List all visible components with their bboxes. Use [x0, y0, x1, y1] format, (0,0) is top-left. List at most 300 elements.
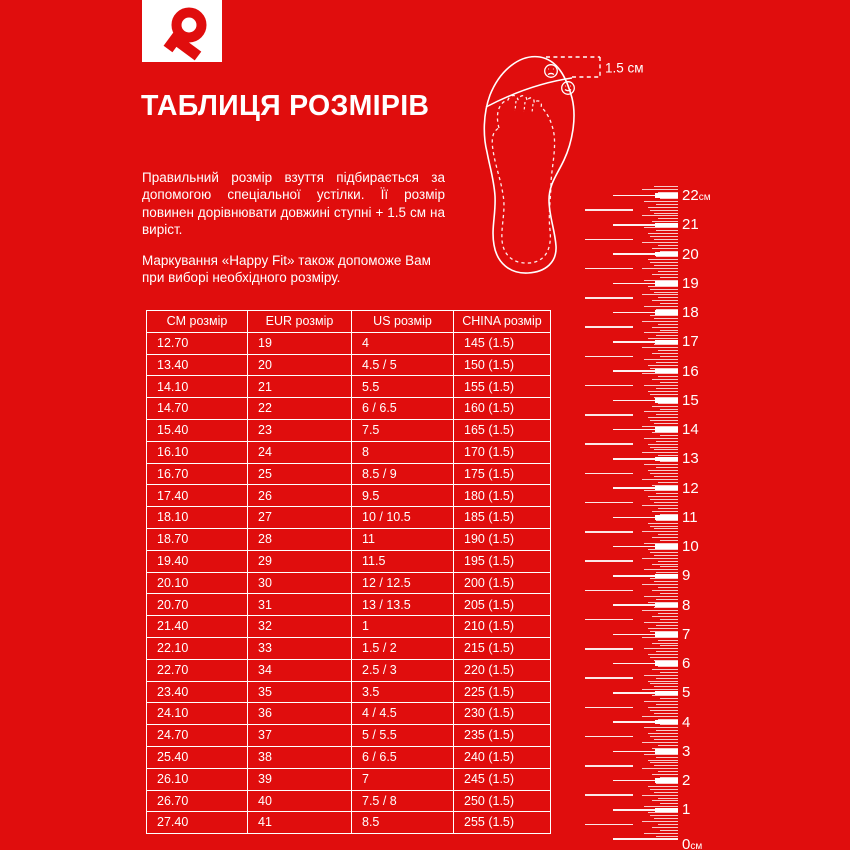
- ruler-tick: [642, 505, 678, 506]
- table-cell: 30: [248, 572, 352, 594]
- fit-line: [486, 78, 572, 107]
- ruler-tick: [654, 476, 678, 477]
- ruler-tick: [585, 443, 633, 444]
- ruler-tick: [654, 818, 678, 819]
- ruler-tick: [644, 201, 678, 202]
- table-row: [147, 485, 551, 507]
- ruler-tick: [652, 248, 678, 249]
- column-header: EUR розмір: [248, 311, 352, 333]
- table-cell: 10 / 10.5: [352, 507, 454, 529]
- ruler-tick: [658, 376, 678, 377]
- ruler-tick: [648, 549, 678, 550]
- ruler-tick: [658, 482, 678, 483]
- table-row: [147, 812, 551, 834]
- ruler-tick: [644, 332, 678, 333]
- ruler-tick: [650, 447, 678, 448]
- table-cell: 1: [352, 616, 454, 638]
- table-cell: 160 (1.5): [454, 398, 551, 420]
- ruler-tick: [644, 754, 678, 755]
- table-cell: 240 (1.5): [454, 746, 551, 768]
- ruler-tick: [644, 464, 678, 465]
- ruler-tick: [652, 590, 678, 591]
- ruler-tick: [642, 742, 678, 743]
- ruler-tick: [585, 765, 633, 766]
- table-cell: 40: [248, 790, 352, 812]
- ruler-tick: [648, 654, 678, 655]
- ruler-tick: [656, 836, 678, 837]
- ruler-label: 11: [682, 508, 698, 526]
- ruler-tick: [644, 648, 678, 649]
- ruler-tick: [656, 599, 678, 600]
- table-cell: 235 (1.5): [454, 725, 551, 747]
- ruler-tick: [648, 391, 678, 392]
- ruler-tick: [644, 543, 678, 544]
- ruler-label: 12: [682, 479, 699, 497]
- table-cell: 6 / 6.5: [352, 398, 454, 420]
- ruler-tick: [654, 713, 678, 714]
- ruler-tick: [652, 564, 678, 565]
- page-title: ТАБЛИЦЯ РОЗМІРІВ: [141, 90, 430, 122]
- intro-paragraph-2: Маркування «Happy Fit» також допоможе Вам при виборі необхідного розміру.: [142, 252, 431, 286]
- ruler-tick: [654, 528, 678, 529]
- ruler-tick: [658, 613, 678, 614]
- ruler-tick: [660, 330, 678, 331]
- ruler-tick: [660, 382, 678, 383]
- table-cell: 18.10: [147, 507, 248, 529]
- table-cell: 2.5 / 3: [352, 659, 454, 681]
- ruler-tick: [656, 651, 678, 652]
- ruler-tick: [658, 350, 678, 351]
- ruler-tick: [585, 824, 633, 825]
- table-cell: 22.70: [147, 659, 248, 681]
- ruler-tick: [652, 774, 678, 775]
- ruler-tick: [648, 760, 678, 761]
- ruler-tick: [585, 531, 633, 532]
- table-cell: 150 (1.5): [454, 354, 551, 376]
- ruler-label: 7: [682, 625, 691, 643]
- ruler-tick: [644, 727, 678, 728]
- table-cell: 11.5: [352, 550, 454, 572]
- table-cell: 13.40: [147, 354, 248, 376]
- ruler-tick: [650, 657, 678, 658]
- table-cell: 16.70: [147, 463, 248, 485]
- table-row: [147, 332, 551, 354]
- ruler-tick: [656, 230, 678, 231]
- ruler-tick: [656, 414, 678, 415]
- table-cell: 1.5 / 2: [352, 637, 454, 659]
- ruler-tick: [654, 607, 678, 608]
- ruler-tick: [658, 587, 678, 588]
- ruler-tick: [658, 745, 678, 746]
- table-cell: 170 (1.5): [454, 441, 551, 463]
- ruler-tick: [648, 602, 678, 603]
- ruler-tick: [658, 719, 678, 720]
- reima-r-icon: [142, 0, 222, 62]
- ruler-tick: [585, 209, 633, 210]
- size-table-header: [147, 311, 551, 333]
- ruler-tick: [658, 771, 678, 772]
- table-cell: 180 (1.5): [454, 485, 551, 507]
- ruler-tick: [585, 794, 633, 795]
- measurement-label: 1.5 см: [605, 60, 644, 76]
- ruler-tick: [654, 686, 678, 687]
- table-cell: 4.5 / 5: [352, 354, 454, 376]
- table-cell: 5.5: [352, 376, 454, 398]
- table-cell: 7.5: [352, 419, 454, 441]
- ruler-tick: [654, 555, 678, 556]
- ruler-tick: [650, 210, 678, 211]
- ruler-tick: [642, 452, 678, 453]
- table-cell: 185 (1.5): [454, 507, 551, 529]
- ruler-tick: [658, 324, 678, 325]
- ruler-tick: [648, 470, 678, 471]
- ruler-label: 1: [682, 801, 691, 819]
- ruler-tick: [652, 406, 678, 407]
- table-cell: 225 (1.5): [454, 681, 551, 703]
- ruler-tick: [656, 362, 678, 363]
- ruler-label: 18: [682, 304, 699, 321]
- table-row: [147, 746, 551, 768]
- ruler-tick: [660, 672, 678, 673]
- table-cell: 9.5: [352, 485, 454, 507]
- ruler-tick: [660, 251, 678, 252]
- table-header-row: [147, 311, 551, 333]
- ruler-label: 2: [682, 772, 691, 789]
- ruler-tick: [644, 490, 678, 491]
- ruler-tick: [652, 300, 678, 301]
- ruler-tick: [650, 578, 678, 579]
- table-cell: 165 (1.5): [454, 419, 551, 441]
- ruler-tick: [585, 619, 633, 620]
- ruler-tick: [642, 689, 678, 690]
- ruler-tick: [656, 441, 678, 442]
- table-cell: 37: [248, 725, 352, 747]
- ruler-tick: [654, 449, 678, 450]
- ruler-tick: [658, 561, 678, 562]
- table-row: [147, 419, 551, 441]
- ruler-label: 0см: [682, 835, 703, 850]
- table-row: [147, 572, 551, 594]
- ruler-tick: [644, 701, 678, 702]
- ruler-tick: [654, 213, 678, 214]
- table-row: [147, 725, 551, 747]
- table-cell: 29: [248, 550, 352, 572]
- table-row: [147, 528, 551, 550]
- ruler-tick: [642, 584, 678, 585]
- ruler-tick: [648, 733, 678, 734]
- ruler-tick: [660, 356, 678, 357]
- ruler-label: 14: [682, 421, 699, 438]
- ruler-label: 4: [682, 713, 691, 731]
- ruler-tick: [654, 397, 678, 398]
- table-row: [147, 550, 551, 572]
- table-cell: 5 / 5.5: [352, 725, 454, 747]
- column-header: US розмір: [352, 311, 454, 333]
- ruler-tick: [658, 271, 678, 272]
- ruler-tick: [656, 388, 678, 389]
- ruler-label: 9: [682, 567, 691, 585]
- table-cell: 200 (1.5): [454, 572, 551, 594]
- table-cell: 19.40: [147, 550, 248, 572]
- ruler-tick: [658, 640, 678, 641]
- ruler-tick: [654, 502, 678, 503]
- table-row: [147, 659, 551, 681]
- ruler-tick: [644, 280, 678, 281]
- ruler-tick: [658, 798, 678, 799]
- table-cell: 32: [248, 616, 352, 638]
- ruler-tick: [652, 695, 678, 696]
- ruler-tick: [660, 830, 678, 831]
- ruler-tick: [585, 297, 633, 298]
- table-cell: 21.40: [147, 616, 248, 638]
- table-cell: 230 (1.5): [454, 703, 551, 725]
- table-cell: 3.5: [352, 681, 454, 703]
- ruler-tick: [650, 736, 678, 737]
- table-cell: 16.10: [147, 441, 248, 463]
- ruler-tick: [648, 523, 678, 524]
- ruler-tick: [658, 192, 678, 193]
- ruler-tick: [585, 560, 633, 561]
- ruler-tick: [656, 757, 678, 758]
- ruler-tick: [642, 294, 678, 295]
- table-row: [147, 703, 551, 725]
- ruler-tick: [658, 245, 678, 246]
- table-cell: 7.5 / 8: [352, 790, 454, 812]
- ruler-tick: [644, 438, 678, 439]
- ruler-tick: [585, 648, 633, 649]
- ruler-tick: [642, 558, 678, 559]
- size-table-body: [147, 332, 551, 833]
- ruler-tick: [642, 426, 678, 427]
- ruler-tick: [652, 669, 678, 670]
- ruler-tick: [642, 215, 678, 216]
- ruler-label: 15: [682, 391, 699, 409]
- table-cell: 38: [248, 746, 352, 768]
- table-cell: 27: [248, 507, 352, 529]
- table-cell: 21: [248, 376, 352, 398]
- ruler-tick: [650, 762, 678, 763]
- intro-text: [142, 169, 445, 286]
- ruler-tick: [656, 783, 678, 784]
- ruler-tick: [660, 514, 678, 515]
- table-cell: 14.10: [147, 376, 248, 398]
- ruler-tick: [658, 534, 678, 535]
- table-cell: 19: [248, 332, 352, 354]
- ruler-tick: [650, 683, 678, 684]
- ruler-tick: [585, 590, 633, 591]
- table-cell: 31: [248, 594, 352, 616]
- column-header: CHINA розмір: [454, 311, 551, 333]
- ruler-tick: [648, 681, 678, 682]
- ruler-label: 5: [682, 684, 691, 702]
- ruler-tick: [660, 277, 678, 278]
- ruler-tick: [652, 274, 678, 275]
- ruler-tick: [652, 511, 678, 512]
- ruler-tick: [656, 256, 678, 257]
- ruler-tick: [656, 520, 678, 521]
- ruler-tick: [660, 645, 678, 646]
- ruler-tick: [648, 233, 678, 234]
- table-cell: 11: [352, 528, 454, 550]
- ruler-tick: [642, 321, 678, 322]
- ruler-tick: [585, 326, 633, 327]
- ruler-tick: [652, 379, 678, 380]
- ruler-tick: [656, 730, 678, 731]
- table-cell: 220 (1.5): [454, 659, 551, 681]
- intro-paragraph-1: Правильний розмір взуття підбирається за допомогою спеціальної устілки. Її розмір повинен дорівнювати довжині ступні + 1.5 см на виріст.: [142, 170, 445, 238]
- ruler-tick: [652, 827, 678, 828]
- table-cell: 26.70: [147, 790, 248, 812]
- ruler-tick: [644, 806, 678, 807]
- ruler-tick: [650, 289, 678, 290]
- ruler-tick: [648, 365, 678, 366]
- ruler-tick: [642, 268, 678, 269]
- table-cell: 25.40: [147, 746, 248, 768]
- ruler-tick: [650, 789, 678, 790]
- ruler-tick: [642, 716, 678, 717]
- ruler-tick: [644, 306, 678, 307]
- ruler-tick: [656, 493, 678, 494]
- table-cell: 245 (1.5): [454, 768, 551, 790]
- ruler-tick: [656, 572, 678, 573]
- ruler-tick: [642, 347, 678, 348]
- ruler-tick: [585, 239, 633, 240]
- table-row: [147, 637, 551, 659]
- brand-logo: [142, 0, 222, 62]
- table-cell: 14.70: [147, 398, 248, 420]
- ruler-tick: [650, 552, 678, 553]
- ruler-tick: [658, 218, 678, 219]
- table-row: [147, 507, 551, 529]
- ruler-tick: [650, 315, 678, 316]
- ruler-tick: [642, 795, 678, 796]
- ruler-tick: [648, 338, 678, 339]
- ruler-tick: [654, 239, 678, 240]
- ruler-tick: [654, 765, 678, 766]
- ruler-tick: [585, 268, 633, 269]
- ruler-label: 19: [682, 274, 699, 292]
- ruler-tick: [642, 189, 678, 190]
- ruler-tick: [660, 593, 678, 594]
- ruler-tick: [652, 537, 678, 538]
- ruler-tick: [660, 777, 678, 778]
- ruler-tick: [656, 704, 678, 705]
- ruler-tick: [650, 394, 678, 395]
- ruler-tick: [642, 531, 678, 532]
- ruler-label: 6: [682, 655, 691, 672]
- table-cell: 8.5 / 9: [352, 463, 454, 485]
- ruler-tick: [644, 622, 678, 623]
- ruler-tick: [652, 353, 678, 354]
- table-cell: 12 / 12.5: [352, 572, 454, 594]
- ruler-tick: [648, 207, 678, 208]
- ruler-tick: [654, 581, 678, 582]
- table-cell: 17.40: [147, 485, 248, 507]
- table-cell: 41: [248, 812, 352, 834]
- table-cell: 20.70: [147, 594, 248, 616]
- table-cell: 210 (1.5): [454, 616, 551, 638]
- table-cell: 6 / 6.5: [352, 746, 454, 768]
- ruler-tick: [642, 821, 678, 822]
- table-cell: 15.40: [147, 419, 248, 441]
- ruler-tick: [656, 467, 678, 468]
- ruler-tick: [656, 625, 678, 626]
- ruler-tick: [648, 628, 678, 629]
- table-cell: 23: [248, 419, 352, 441]
- table-cell: 12.70: [147, 332, 248, 354]
- ruler-tick: [652, 643, 678, 644]
- table-cell: 22: [248, 398, 352, 420]
- ruler-tick: [585, 473, 633, 474]
- table-row: [147, 441, 551, 463]
- ruler-label: 20: [682, 245, 699, 263]
- table-cell: 205 (1.5): [454, 594, 551, 616]
- ruler-tick: [654, 660, 678, 661]
- ruler-tick: [650, 262, 678, 263]
- table-cell: 145 (1.5): [454, 332, 551, 354]
- column-header: CM розмір: [147, 311, 248, 333]
- ruler-tick: [660, 724, 678, 725]
- ruler-tick: [650, 499, 678, 500]
- ruler-tick: [660, 566, 678, 567]
- ruler-tick: [585, 385, 633, 386]
- toe-separators: [515, 101, 533, 113]
- ruler-tick: [660, 540, 678, 541]
- size-table: [146, 310, 551, 834]
- ruler-tick: [648, 417, 678, 418]
- ruler-tick: [660, 461, 678, 462]
- table-cell: 24.10: [147, 703, 248, 725]
- table-cell: 8: [352, 441, 454, 463]
- ruler-tick: [660, 435, 678, 436]
- ruler-tick: [642, 373, 678, 374]
- ruler-tick: [644, 596, 678, 597]
- table-cell: 18.70: [147, 528, 248, 550]
- ruler-tick: [658, 824, 678, 825]
- table-row: [147, 376, 551, 398]
- ruler-tick: [654, 318, 678, 319]
- ruler: [560, 175, 850, 850]
- ruler-tick: [652, 327, 678, 328]
- ruler-tick: [656, 678, 678, 679]
- ruler-tick: [650, 368, 678, 369]
- table-cell: 4: [352, 332, 454, 354]
- ruler-tick: [650, 526, 678, 527]
- table-row: [147, 594, 551, 616]
- table-cell: 26: [248, 485, 352, 507]
- table-cell: 20.10: [147, 572, 248, 594]
- table-row: [147, 681, 551, 703]
- table-row: [147, 463, 551, 485]
- ruler-tick: [660, 303, 678, 304]
- ruler-tick: [652, 800, 678, 801]
- ruler-tick: [642, 637, 678, 638]
- table-cell: 24: [248, 441, 352, 463]
- ruler-tick: [652, 221, 678, 222]
- ruler-label: 16: [682, 362, 699, 380]
- ruler-tick: [644, 411, 678, 412]
- table-cell: 195 (1.5): [454, 550, 551, 572]
- table-cell: 175 (1.5): [454, 463, 551, 485]
- table-row: [147, 398, 551, 420]
- ruler-tick: [660, 803, 678, 804]
- table-cell: 36: [248, 703, 352, 725]
- ruler-tick: [613, 838, 678, 840]
- ruler-tick: [585, 677, 633, 678]
- ruler-tick: [660, 409, 678, 410]
- table-cell: 27.40: [147, 812, 248, 834]
- table-cell: 22.10: [147, 637, 248, 659]
